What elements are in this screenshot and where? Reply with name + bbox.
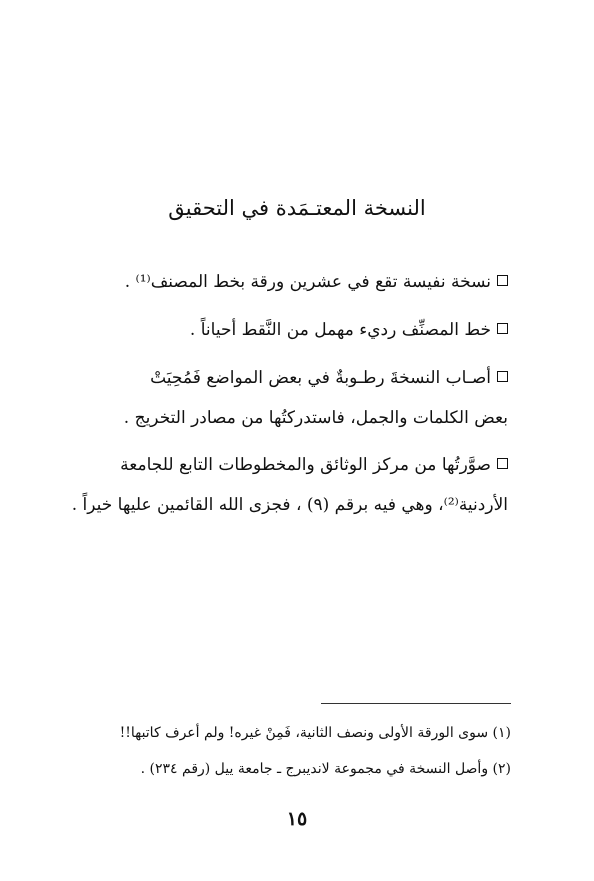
page-number: ١٥ bbox=[286, 808, 308, 830]
paragraph-text-continued: الأردنية⁽²⁾، وهي فيه برقم (٩) ، فجزى الله القائمين عليها خيراً . bbox=[71, 495, 508, 515]
paragraph-2 bbox=[78, 320, 508, 341]
paragraph-text-continued: بعض الكلمات والجمل، فاستدركتُها من مصادر التخريج . bbox=[123, 408, 508, 428]
paragraph-3 bbox=[78, 368, 508, 428]
paragraph-4 bbox=[71, 455, 508, 515]
footnote-divider bbox=[321, 703, 511, 704]
section-title: النسخة المعتـمَدة في التحقيق bbox=[168, 196, 426, 220]
paragraph-text: نسخة نفيسة تقع في عشرين ورقة بخط المصنف⁽¹⁾ . bbox=[124, 272, 491, 292]
paragraph-text: أصـاب النسخةَ رطـوبةٌ في بعض المواضع فَمُحِيَتْ bbox=[150, 368, 491, 388]
square-bullet-icon bbox=[497, 458, 508, 469]
footnote-1: (١) سوى الورقة الأولى ونصف الثانية، فَمِنْ غيره! ولم أعرف كاتبها!! bbox=[119, 725, 511, 741]
paragraph-text: صوَّرتُها من مركز الوثائق والمخطوطات التابع للجامعة bbox=[120, 455, 491, 475]
square-bullet-icon bbox=[497, 323, 508, 334]
paragraph-1 bbox=[78, 272, 508, 293]
square-bullet-icon bbox=[497, 371, 508, 382]
paragraph-text: خط المصنِّف رديء مهمل من النَّقط أحياناً . bbox=[189, 320, 491, 340]
square-bullet-icon bbox=[497, 275, 508, 286]
footnote-2: (٢) وأصل النسخة في مجموعة لانديبرج ـ جامعة ييل (رقم ٢٣٤) . bbox=[140, 761, 511, 777]
